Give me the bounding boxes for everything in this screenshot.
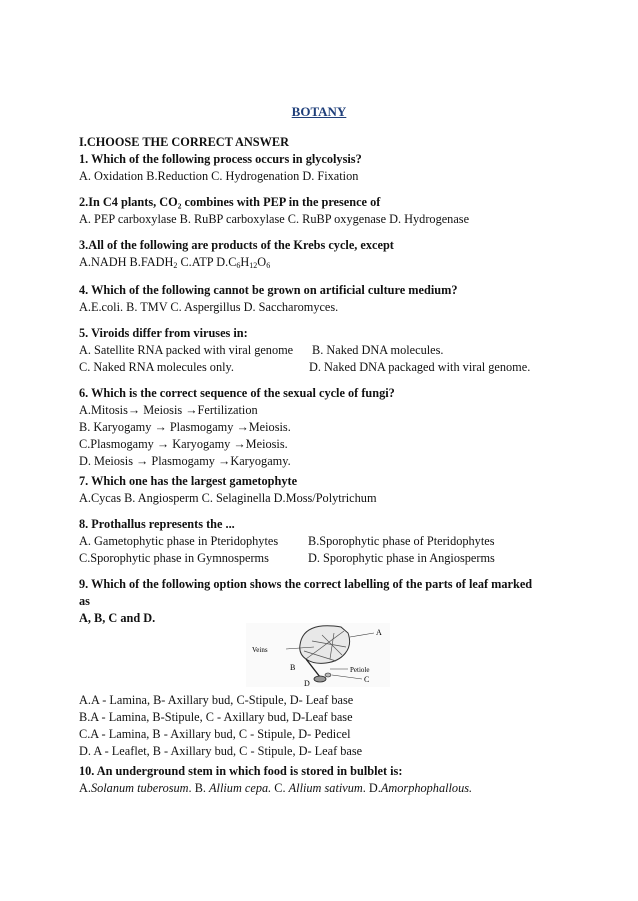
question-1 [79,134,579,185]
question-8-option-d: D. Sporophytic phase in Angiosperms [308,551,495,565]
question-5-option-c: C. Naked RNA molecules only. [79,360,234,374]
question-6-option-a: A.Mitosis→ Meiosis →Fertilization [79,403,258,417]
question-3 [79,237,579,274]
question-9-text-line-1: 9. Which of the following option shows the correct labelling of the parts of leaf marked [79,577,533,591]
question-8-text: 8. Prothallus represents the ... [79,517,235,531]
question-3-options: A.NADH $B.FADH_2$ C.ATP $D.C_6H_{12}O_6$ [79,255,271,270]
question-6 [79,385,579,470]
question-6-text: 6. Which is the correct sequence of the sexual cycle of fungi? [79,386,395,400]
question-6-option-d: D. Meiosis → Plasmogamy →Karyogamy. [79,454,291,468]
question-5-option-d: D. Naked DNA packaged with viral genome. [309,360,531,374]
question-9-option-a: A.A - Lamina, B- Axillary bud, C-Stipule, D- Leaf base [79,693,354,707]
question-6-option-b: B. Karyogamy → Plasmogamy →Meiosis. [79,420,291,434]
figure-label-petiole: Petiole [350,666,370,674]
question-7 [79,473,579,507]
question-10-text: 10. An underground stem in which food is stored in bulblet is: [79,764,403,778]
figure-label-b: B [290,663,296,672]
figure-label-c: C [364,675,370,684]
question-5-option-b: B. Naked DNA molecules. [312,343,444,357]
question-8-option-c: C.Sporophytic phase in Gymnosperms [79,551,269,565]
question-7-text: 7. Which one has the largest gametophyte [79,474,298,488]
question-1-text: 1. Which of the following process occurs in glycolysis? [79,152,362,166]
question-5-row-2 [79,359,579,376]
section-heading: I.CHOOSE THE CORRECT ANSWER [79,135,290,149]
question-4-options: A.E.coli. B. TMV C. Aspergillus D. Saccharomyces. [79,300,339,314]
question-2-text: 2.In C4 plants, CO₂ combines with PEP in the presence of [79,195,381,209]
figure-label-a: A [376,628,382,637]
question-9-options [79,692,579,760]
question-5-option-a: A. Satellite RNA packed with viral genome [79,343,294,357]
question-2 [79,194,579,228]
question-4-text: 4. Which of the following cannot be grown on artificial culture medium? [79,283,458,297]
figure-label-d: D [304,679,310,687]
question-8 [79,516,579,567]
question-8-option-a: A. Gametophytic phase in Pteridophytes [79,534,279,548]
question-10-options: A.Solanum tuberosum. B. Allium cepa. C. Allium sativum. D.Amorphophallous. [79,781,473,795]
question-9-option-d: D. A - Leaflet, B - Axillary bud, C - Stipule, D- Leaf base [79,744,363,758]
question-10 [79,763,579,797]
question-7-options: A.Cycas B. Angiosperm C. Selaginella D.Moss/Polytrichum [79,491,377,505]
question-8-row-1 [79,533,579,550]
question-1-options: A. Oxidation B.Reduction C. Hydrogenation D. Fixation [79,169,359,183]
question-8-option-b: B.Sporophytic phase of Pteridophytes [308,534,495,548]
question-3-text: 3.All of the following are products of the Krebs cycle, except [79,238,394,252]
question-9-text-line-3: A, B, C and D. [79,611,156,625]
figure-label-veins: Veins [252,646,268,654]
page-title: BOTANY [291,104,347,119]
question-5-text: 5. Viroids differ from viruses in: [79,326,248,340]
question-5-row-1 [79,342,579,359]
question-9-option-c: C.A - Lamina, B - Axillary bud, C - Stipule, D- Pedicel [79,727,351,741]
question-9-text-line-2: as [79,594,90,608]
leaf-diagram [246,623,390,687]
question-8-row-2 [79,550,579,567]
question-4 [79,282,579,316]
question-6-option-c: C.Plasmogamy → Karyogamy →Meiosis. [79,437,288,451]
question-9 [79,576,579,627]
question-5 [79,325,579,376]
question-9-option-b: B.A - Lamina, B-Stipule, C - Axillary bud, D-Leaf base [79,710,353,724]
question-2-options: A. PEP carboxylase B. RuBP carboxylase C. RuBP oxygenase D. Hydrogenase [79,212,470,226]
